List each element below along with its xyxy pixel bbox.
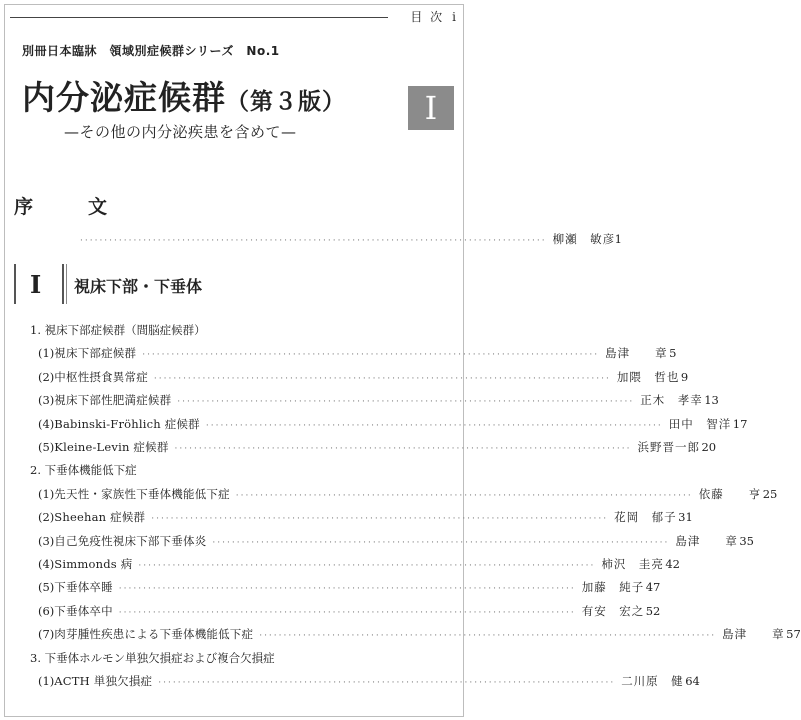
entry-page: 52 (645, 603, 661, 618)
entry-page: 20 (701, 440, 717, 454)
leader-dots: ································································································ (80, 236, 547, 246)
running-head (410, 8, 456, 25)
entry-number: (1) (38, 346, 55, 361)
running-head-label: 目 次 (410, 10, 445, 24)
leader-dots: ······························································································ (174, 444, 632, 454)
entry-title: 肉芽腫性疾患による下垂体機能低下症 (54, 627, 254, 642)
leader-dots: ······························································································ (259, 631, 717, 642)
part-rule-left (14, 264, 16, 304)
book-title-text: 内分泌症候群 (22, 78, 226, 117)
entry-title: 中枢性摂食異常症 (54, 369, 148, 384)
entry-page: 17 (732, 416, 748, 431)
entry-page: 35 (739, 533, 754, 548)
entry-page: 57 (786, 627, 801, 642)
entry-title: ACTH 単独欠損症 (54, 674, 153, 688)
entry-page: 1 (614, 232, 622, 246)
entry-number: (2) (38, 369, 55, 384)
toc-entry[interactable] (38, 509, 693, 525)
book-subtitle: —その他の内分泌疾患を含めて— (64, 123, 297, 141)
toc-entry[interactable] (38, 579, 661, 595)
entry-page: 47 (645, 580, 661, 595)
part-rule-mid (62, 264, 64, 304)
leader-dots: ······························································································ (235, 490, 693, 501)
entry-author: 島津 章 (605, 346, 668, 361)
page-numeral: i (452, 10, 456, 24)
entry-author: 田中 智洋 (668, 416, 732, 431)
entry-title: 下垂体卒中 (54, 603, 113, 618)
series-title: 別冊日本臨牀 領域別症候群シリーズ No.1 (22, 44, 280, 58)
entry-number: (3) (38, 533, 55, 548)
toc-entry[interactable] (38, 533, 754, 549)
entry-page: 13 (704, 393, 719, 408)
toc-entry[interactable] (38, 626, 801, 642)
toc-entry[interactable] (38, 345, 677, 361)
entry-title: Sheehan 症候群 (54, 510, 146, 525)
toc-entry[interactable] (38, 369, 689, 385)
toc-entry[interactable] (38, 673, 700, 689)
part-title: 視床下部・下垂体 (74, 277, 203, 296)
toc-group-heading: 3. 下垂体ホルモン単独欠損症および複合欠損症 (30, 650, 275, 665)
toc-entry[interactable] (38, 603, 661, 619)
entry-title: 視床下部症候群 (54, 346, 137, 361)
entry-title: 視床下部性肥満症候群 (54, 393, 172, 408)
entry-title: 自己免疫性視床下部下垂体炎 (54, 533, 207, 548)
entry-author: 島津 章 (675, 533, 738, 548)
entry-title: Babinski-Fröhlich 症候群 (54, 416, 200, 431)
preface-entry[interactable] (74, 231, 622, 247)
leader-dots: ······························································································ (138, 561, 596, 571)
leader-dots: ······························································································ (177, 397, 635, 408)
entry-author: 有安 宏之 (581, 603, 645, 618)
entry-number: (2) (38, 510, 55, 525)
leader-dots: ······························································································ (142, 350, 600, 361)
entry-author: 浜野晋一郎 (637, 440, 700, 454)
leader-dots: ······························································································ (158, 678, 616, 688)
entry-title: 下垂体卒睡 (54, 580, 113, 595)
entry-author: 加藤 純子 (581, 580, 645, 595)
toc-entry[interactable] (38, 486, 778, 502)
leader-dots: ······························································································ (118, 607, 576, 618)
entry-author: 加隈 哲也 (616, 369, 680, 384)
leader-dots: ······························································································ (151, 514, 609, 525)
entry-title: Kleine-Levin 症候群 (54, 440, 169, 454)
part-number: Ⅰ (30, 270, 42, 299)
entry-number: (1) (38, 486, 55, 501)
entry-author: 正木 孝幸 (640, 393, 703, 408)
entry-title: Simmonds 病 (54, 557, 133, 571)
entry-author: 二川原 健 (621, 674, 684, 688)
toc-group-heading: 1. 視床下部症候群（間脳症候群） (30, 323, 206, 337)
entry-page: 25 (762, 486, 778, 501)
toc-group-heading: 2. 下垂体機能低下症 (30, 463, 137, 478)
entry-number: (6) (38, 603, 55, 618)
toc-entry[interactable] (38, 556, 680, 572)
toc-entry[interactable] (38, 439, 717, 455)
entry-number: (5) (38, 440, 55, 454)
entry-number: (4) (38, 557, 55, 571)
leader-dots: ······························································································ (212, 537, 670, 548)
leader-dots: ······························································································ (205, 420, 663, 431)
entry-page: 5 (669, 346, 677, 361)
entry-author: 島津 章 (722, 627, 785, 642)
entry-number: (5) (38, 580, 55, 595)
toc-entry[interactable] (38, 392, 719, 408)
entry-page: 42 (665, 557, 680, 571)
leader-dots: ······························································································ (118, 584, 576, 595)
part-rule-inner (66, 264, 67, 304)
entry-page: 9 (680, 369, 689, 384)
entry-page: 31 (678, 510, 693, 525)
header-rule (10, 17, 388, 18)
toc-entry[interactable] (38, 416, 748, 432)
entry-author: 花岡 郁子 (614, 510, 677, 525)
entry-author: 依藤 亨 (698, 486, 762, 501)
volume-box: Ⅰ (408, 86, 454, 130)
entry-number: (4) (38, 416, 55, 431)
entry-number: (1) (38, 674, 55, 688)
entry-number: (3) (38, 393, 55, 408)
entry-number: (7) (38, 627, 55, 642)
edition-label: （第３版） (226, 88, 346, 115)
entry-author: 柳瀬 敏彦 (552, 232, 616, 246)
entry-author: 柿沢 圭亮 (601, 557, 664, 571)
entry-page: 64 (685, 674, 700, 688)
entry-title: 先天性・家族性下垂体機能低下症 (54, 486, 230, 501)
leader-dots: ······························································································ (153, 373, 611, 384)
preface-heading: 序 文 (14, 196, 126, 218)
book-title (22, 72, 346, 119)
